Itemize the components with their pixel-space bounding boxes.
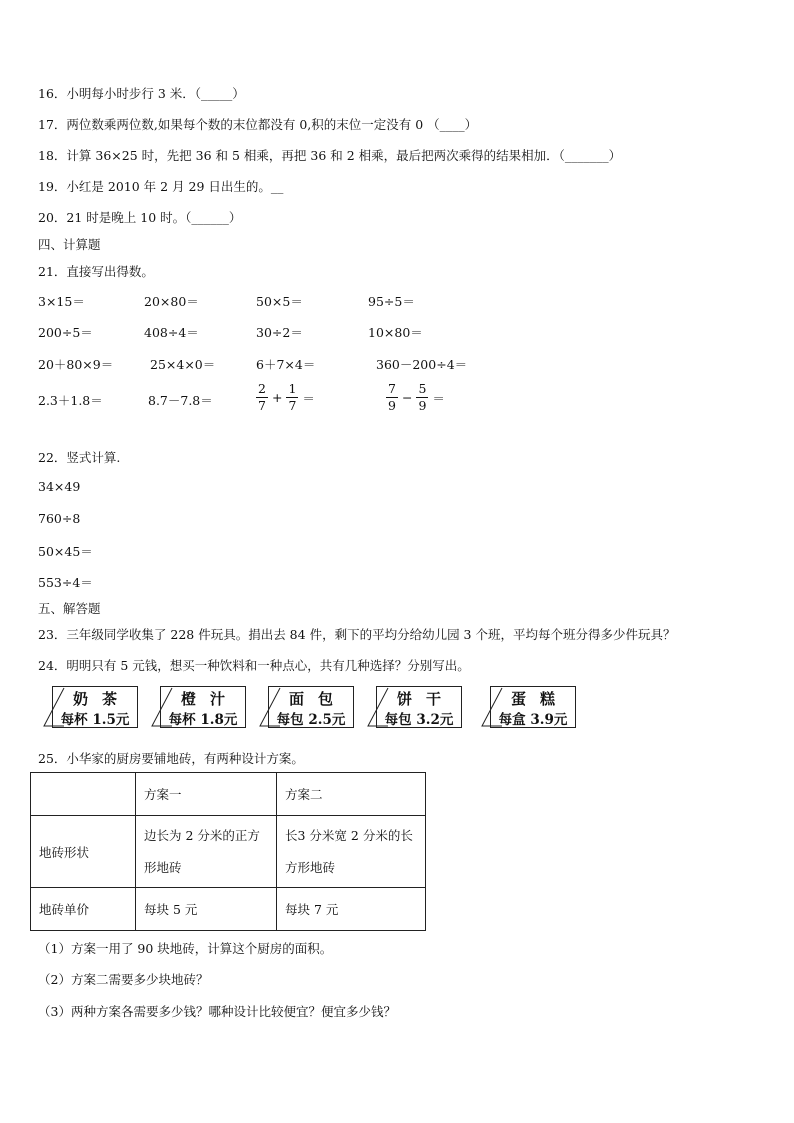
vertical-calc-item: 553÷4＝ (38, 575, 93, 590)
question-21: 21．直接写出得数。 (38, 264, 154, 279)
item-name: 蛋糕 (510, 690, 569, 708)
sub-question-2: （2）方案二需要多少块地砖？ (38, 972, 209, 987)
fraction-numerator: 2 (258, 381, 266, 396)
equals-sign: ＝ (432, 390, 445, 406)
question-24: 24．明明只有 5 元钱，想买一种饮料和一种点心，共有几种选择？分别写出。 (38, 658, 470, 673)
table-header-cell (31, 773, 136, 816)
calc-item: 30÷2＝ (256, 325, 303, 340)
vertical-calc-item: 760÷8 (38, 511, 81, 526)
cell-line: 形地砖 (144, 859, 182, 875)
calc-item: 95÷5＝ (368, 294, 415, 309)
cell-line: 边长为 2 分米的正方 (144, 827, 260, 843)
calc-item: 25×4×0＝ (150, 357, 216, 372)
table-cell: 每块 5 元 (136, 888, 277, 931)
calc-item: 3×15＝ (38, 294, 85, 309)
sub-question-3: （3）两种方案各需要多少钱？哪种设计比较便宜？便宜多少钱？ (38, 1004, 396, 1019)
fraction-expression-2 (384, 381, 447, 414)
item-name: 面包 (288, 690, 347, 708)
calc-item: 2.3＋1.8＝ (38, 393, 103, 408)
item-price: 每盒 3.9元 (498, 712, 568, 728)
price-tag-milk-tea (42, 686, 138, 728)
sub-question-1: （1）方案一用了 90 块地砖，计算这个厨房的面积。 (38, 941, 333, 956)
table-header-cell: 方案二 (277, 773, 426, 816)
item-name: 奶茶 (72, 690, 131, 708)
price-tag-orange-juice (150, 686, 246, 728)
question-22: 22．竖式计算. (38, 450, 121, 465)
fraction-denominator: 9 (418, 398, 427, 413)
price-tag-cake (480, 686, 576, 728)
calc-item: 50×5＝ (256, 294, 303, 309)
section-heading-4: 四、计算题 (38, 237, 101, 252)
table-header-cell: 方案一 (136, 773, 277, 816)
question-25: 25．小华家的厨房要铺地砖，有两种设计方案。 (38, 751, 304, 766)
vertical-calc-item: 34×49 (38, 479, 81, 494)
table-cell: 地砖形状 (31, 816, 136, 888)
calc-item: 20×80＝ (144, 294, 199, 309)
calc-item: 360－200÷4＝ (376, 357, 468, 372)
operator: + (271, 390, 283, 405)
price-tag-biscuit (366, 686, 462, 728)
calc-item: 200÷5＝ (38, 325, 93, 340)
section-heading-5: 五、解答题 (38, 601, 101, 616)
fraction-numerator: 1 (288, 381, 297, 396)
calc-item: 10×80＝ (368, 325, 423, 340)
item-price: 每包 3.2元 (384, 712, 454, 728)
fraction-numerator: 7 (388, 381, 396, 396)
fraction-denominator: 9 (388, 398, 396, 413)
price-tag-bread (258, 686, 354, 728)
table-row (31, 816, 426, 888)
fraction-expression-1 (254, 381, 317, 414)
table-row (31, 888, 426, 931)
question-16: 16．小明每小时步行 3 米．（_____） (38, 86, 245, 101)
fraction-denominator: 7 (288, 398, 297, 413)
design-plan-table (30, 772, 426, 931)
item-price: 每杯 1.5元 (60, 712, 130, 728)
question-23: 23．三年级同学收集了 228 件玩具。捐出去 84 件，剩下的平均分给幼儿园 3 个班，平均每个班分得多少件玩具？ (38, 627, 676, 642)
cell-line: 长3 分米宽 2 分米的长 (285, 827, 413, 843)
question-20: 20．21 时是晚上 10 时。（______） (38, 210, 242, 225)
operator: − (401, 390, 413, 405)
item-price: 每杯 1.8元 (168, 712, 238, 728)
calc-item: 8.7－7.8＝ (148, 393, 213, 408)
item-price: 每包 2.5元 (276, 712, 346, 728)
item-name: 橙汁 (180, 690, 239, 708)
table-cell: 地砖单价 (31, 888, 136, 931)
equals-sign: ＝ (302, 390, 315, 406)
question-18: 18．计算 36×25 时，先把 36 和 5 相乘，再把 36 和 2 相乘，最后把两次乘得的结果相加．（_______） (38, 148, 622, 163)
cell-line: 方形地砖 (285, 859, 336, 875)
table-row (31, 773, 426, 816)
table-cell: 每块 7 元 (277, 888, 426, 931)
table-cell (277, 816, 426, 888)
table-cell (136, 816, 277, 888)
calc-item: 6＋7×4＝ (256, 357, 316, 372)
question-19: 19．小红是 2010 年 2 月 29 日出生的。__ (38, 179, 284, 194)
item-name: 饼干 (396, 690, 455, 708)
fraction-numerator: 5 (418, 381, 427, 396)
question-17: 17．两位数乘两位数,如果每个数的末位都没有 0,积的末位一定没有 0 （____） (38, 117, 478, 132)
calc-item: 408÷4＝ (144, 325, 199, 340)
calc-item: 20＋80×9＝ (38, 357, 114, 372)
vertical-calc-item: 50×45＝ (38, 544, 93, 559)
fraction-denominator: 7 (258, 398, 266, 413)
